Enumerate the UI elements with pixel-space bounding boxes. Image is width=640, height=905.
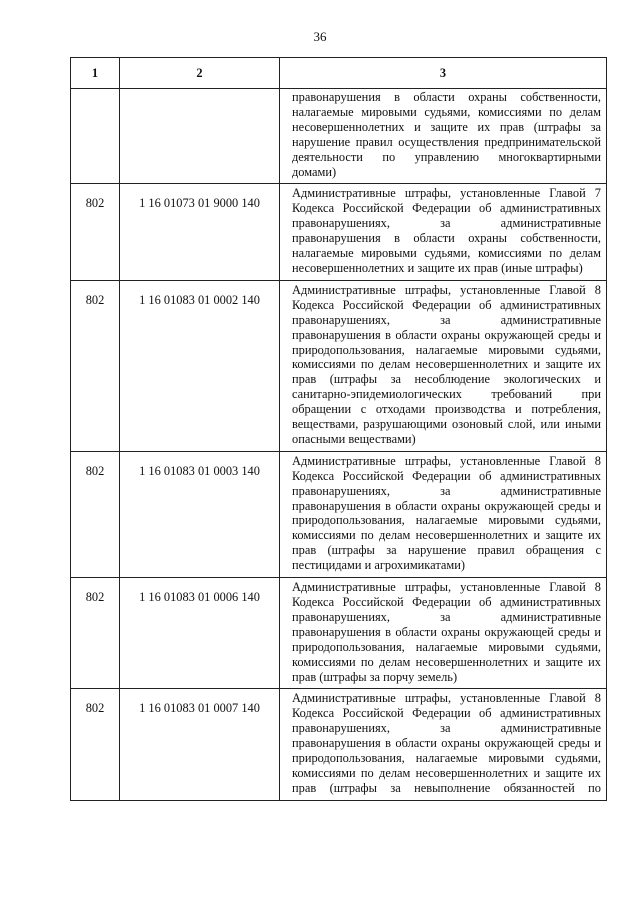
description-line: правонарушениях, за административные — [292, 609, 601, 624]
description-line: правонарушения в области охраны окружающей среды и — [292, 624, 601, 639]
description-line: правонарушения в области охраны собственности, — [292, 231, 601, 246]
description-line: правонарушения в области охраны окружающей среды и — [292, 736, 601, 751]
description-line: прав (штрафы за нарушение правил обращения с — [292, 543, 601, 558]
description-line: несовершеннолетних и защите их прав (штрафы за — [292, 119, 601, 134]
budget-classification-code-cell: 1 16 01083 01 0003 140 — [120, 451, 280, 577]
description-line: Кодекса Российской Федерации об административных — [292, 468, 601, 483]
admin-code-cell: 802 — [71, 578, 120, 689]
income-description-cell — [280, 280, 607, 451]
admin-code-cell: 802 — [71, 184, 120, 280]
description-line: нарушение правил осуществления предпринимательской — [292, 134, 601, 149]
table-row — [71, 578, 607, 689]
table-row — [71, 184, 607, 280]
description-line: Кодекса Российской Федерации об административных — [292, 706, 601, 721]
description-line: опасными веществами) — [292, 431, 416, 446]
budget-classification-code-cell: 1 16 01083 01 0006 140 — [120, 578, 280, 689]
description-line: комиссиями по делам несовершеннолетних и защите их — [292, 654, 601, 669]
description-line: налагаемые мировыми судьями, комиссиями по делам — [292, 104, 601, 119]
description-line: веществами, разрушающими озоновый слой, или иными — [292, 417, 601, 432]
description-line: природопользования, налагаемые мировыми судьями, — [292, 639, 601, 654]
table-row — [71, 689, 607, 800]
description-line: несовершеннолетних и защите их прав (иные штрафы) — [292, 260, 583, 275]
description-line: Кодекса Российской Федерации об административных — [292, 201, 601, 216]
description-line: прав (штрафы за невыполнение обязанностей по — [292, 780, 601, 795]
description-line: Кодекса Российской Федерации об административных — [292, 595, 601, 609]
admin-code-cell: 802 — [71, 280, 120, 451]
description-line: правонарушениях, за административные — [292, 721, 601, 736]
column-header-3: 3 — [280, 58, 607, 89]
description-line: налагаемые мировыми судьями, комиссиями по делам — [292, 246, 601, 261]
description-line: прав (штрафы за несоблюдение экологических и — [292, 372, 601, 387]
budget-codes-table — [70, 57, 607, 801]
budget-classification-code-cell: 1 16 01073 01 9000 140 — [120, 184, 280, 280]
table-row — [71, 89, 607, 184]
description-line: деятельности по управлению многоквартирными — [292, 149, 601, 164]
budget-classification-code-cell — [120, 89, 280, 184]
description-line: Административные штрафы, установленные Главой 8 — [292, 453, 601, 468]
income-description-cell — [280, 184, 607, 280]
table-row — [71, 451, 607, 577]
description-line: санитарно-эпидемиологических требований при — [292, 387, 601, 402]
table-body — [71, 89, 607, 801]
income-description-cell — [280, 578, 607, 689]
budget-classification-code-cell: 1 16 01083 01 0002 140 — [120, 280, 280, 451]
description-line: обращении с отходами производства и потребления, — [292, 402, 601, 417]
budget-classification-code-cell: 1 16 01083 01 0007 140 — [120, 689, 280, 800]
description-line: Административные штрафы, установленные Главой 8 — [292, 580, 601, 595]
column-header-1: 1 — [71, 58, 120, 89]
description-line: Административные штрафы, установленные Главой 7 — [292, 186, 601, 201]
description-line: Административные штрафы, установленные Главой 8 — [292, 691, 601, 706]
income-description-cell — [280, 89, 607, 184]
description-line: правонарушения в области охраны окружающей среды и — [292, 327, 601, 342]
description-line: правонарушениях, за административные — [292, 312, 601, 327]
description-line: природопользования, налагаемые мировыми судьями, — [292, 513, 601, 528]
admin-code-cell: 802 — [71, 451, 120, 577]
page-number: 36 — [313, 29, 327, 44]
description-line: комиссиями по делам несовершеннолетних и защите их — [292, 357, 601, 372]
admin-code-cell — [71, 89, 120, 184]
column-header-2: 2 — [120, 58, 280, 89]
income-description-cell — [280, 689, 607, 800]
table-header-row — [71, 58, 607, 89]
description-line: комиссиями по делам несовершеннолетних и защите их — [292, 765, 601, 780]
description-line: правонарушения в области охраны окружающей среды и — [292, 498, 601, 513]
table-row — [71, 280, 607, 451]
income-description-cell — [280, 451, 607, 577]
description-line: правонарушениях, за административные — [292, 216, 601, 231]
description-line: правонарушения в области охраны собственности, — [292, 90, 601, 104]
description-line: домами) — [292, 164, 337, 179]
description-line: прав (штрафы за порчу земель) — [292, 669, 458, 684]
description-line: пестицидами и агрохимикатами) — [292, 558, 465, 573]
description-line: правонарушениях, за административные — [292, 483, 601, 498]
description-line: комиссиями по делам несовершеннолетних и защите их — [292, 528, 601, 543]
description-line: Кодекса Российской Федерации об административных — [292, 297, 601, 312]
description-line: природопользования, налагаемые мировыми судьями, — [292, 751, 601, 766]
description-line: природопользования, налагаемые мировыми судьями, — [292, 342, 601, 357]
description-line: Административные штрафы, установленные Главой 8 — [292, 282, 601, 297]
admin-code-cell: 802 — [71, 689, 120, 800]
